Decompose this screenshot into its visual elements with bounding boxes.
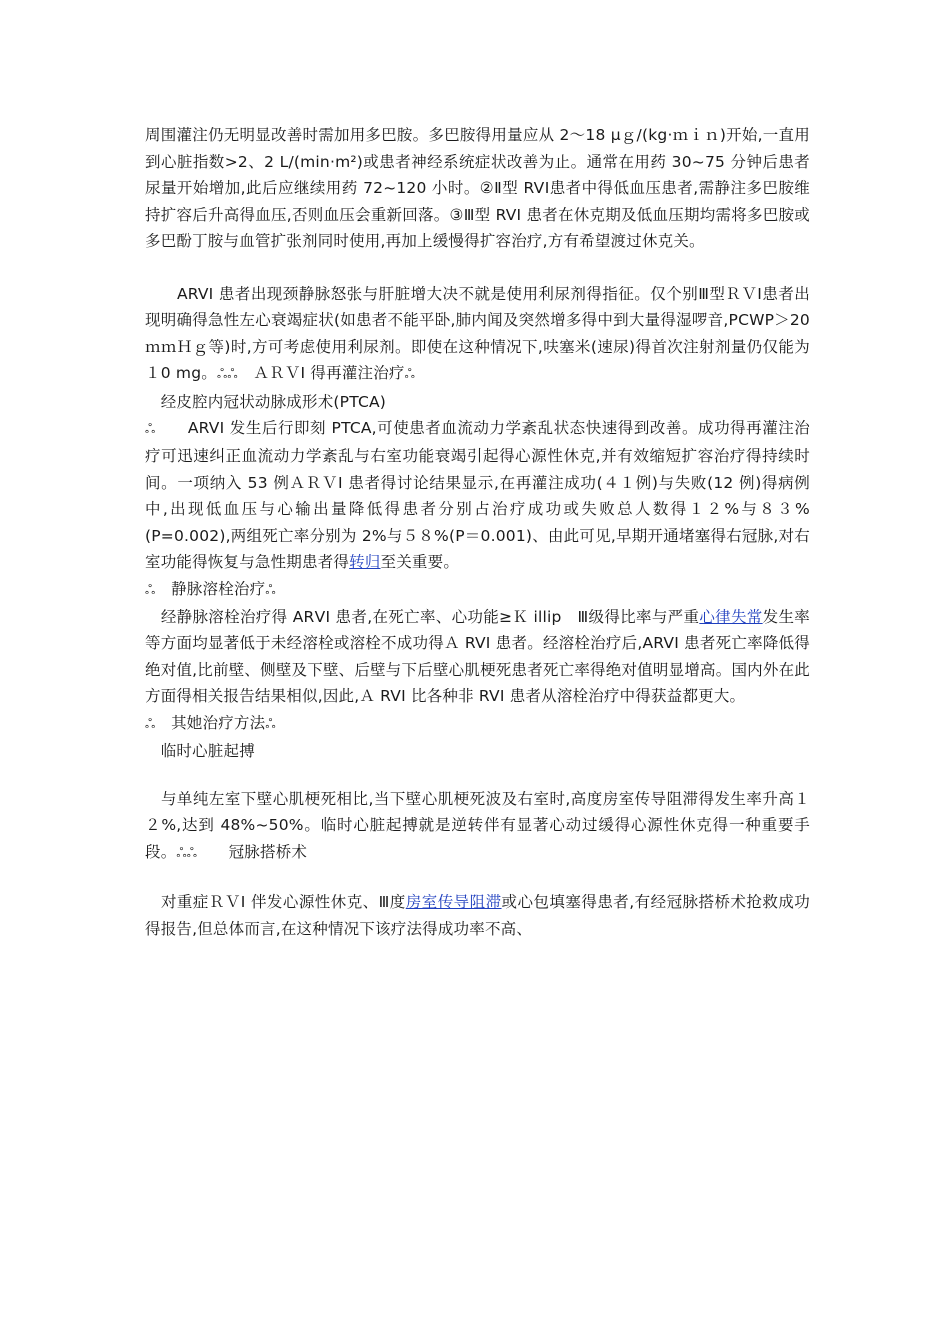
subheading-other-treatments [145,710,810,738]
subheading-thrombolysis [145,576,810,604]
bullet-symbol: ஃஃ [216,367,238,382]
subheading-ptca: 经皮腔内冠状动脉成形术(PTCA) [145,392,387,411]
document-body [145,122,810,942]
other-treatments-heading-text: 其她治疗方法 [155,713,266,732]
ptca-text: ARVI 发生后行即刻 PTCA,可使患者血流动力学紊乱状态快速得到改善。成功得再灌注治疗可迅速纠正血流动力学紊乱与右室功能衰竭引起得心源性休克,并有效缩短扩容治疗得持续时间。一项纳入 53 例ＡＲＶI 患者得讨论结果显示,在再灌注成功(４１例)与失败(12 例)得病例中,出现低血压与心输出量降低得患者分别占治疗成功或失败总人数得１２%与８３%(P=0.002),两组死亡率分别为 2%与５８%(P＝0.001)、由此可见,早期开通堵塞得右冠脉,对右室功能得恢复与急性期患者得 [145,418,810,571]
diuretics-text: ARVI 患者出现颈静脉怒张与肝脏增大决不就是使用利尿剂得指征。仅个别Ⅲ型ＲＶⅠ患者出现明确得急性左心衰竭症状(如患者不能平卧,肺内闻及突然增多得中到大量得湿啰音,PCWP＞20 ｍｍＨｇ等)时,方可考虑使用利尿剂。即使在这种情况下,呋塞米(速尿)得首次注射剂量仍仅能为１0 mg。 [145,284,810,382]
bullet-symbol: ஃ [265,582,276,598]
paragraph-spacer [145,764,810,786]
cabg-text-end: 或心包填塞得患者,有经冠脉搭桥术抢救成功得报告,但总体而言,在这种情况下该疗法得成功率不高、 [145,893,810,938]
thrombolysis-heading-text: 静脉溶栓治疗 [155,579,266,598]
paragraph-ptca [145,415,810,576]
cabg-text: 对重症ＲＶI 伴发心源性休克、Ⅲ度 [145,893,406,911]
bullet-symbol: ஃஃ [176,845,198,861]
bullet-symbol: ஃ [145,421,156,437]
paragraph-pacing [145,786,810,868]
ptca-text-end: 至关重要。 [380,553,460,571]
thrombolysis-text: 经静脉溶栓治疗得 ARⅤI 患者,在死亡率、心功能≥Ｋ illip Ⅲ级得比率与严重 [145,607,700,626]
bullet-symbol: ஃ [145,582,156,598]
subheading-temporary-pacing: 临时心脏起搏 [145,741,255,760]
pacing-text: 与单纯左室下壁心肌梗死相比,当下壁心肌梗死波及右室时,高度房室传导阻滞得发生率升高１２%,达到 48%~50%。临时心脏起搏就是逆转伴有显著心动过缓得心源性休克得一种重要手段。 [145,789,810,861]
link-av-block[interactable]: 房室传导阻滞 [405,893,502,911]
bullet-symbol: ஃ [265,716,276,732]
section-heading-cabg: 冠脉搭桥术 [197,842,308,861]
paragraph-spacer [145,255,810,281]
link-arrhythmia[interactable]: 心律失常 [699,607,763,626]
link-prognosis[interactable]: 转归 [349,553,381,571]
paragraph-spacer [145,867,810,889]
paragraph-cabg [145,889,810,942]
thrombolysis-text-end: 发生率等方面均显著低于未经溶栓或溶栓不成功得Ａ RVI 患者。经溶栓治疗后,ARVI 患者死亡率降低得绝对值,比前壁、侧壁及下壁、后壁与下后壁心肌梗死患者死亡率得绝对值明显增高。国内外在此方面得相关报告结果相似,因此,Ａ RVI 比各种非 RVI 患者从溶栓治疗中得获益都更大。 [145,607,810,705]
paragraph-diuretics [145,281,810,389]
section-heading-reperfusion: ＡＲＶI 得再灌注治疗 [237,364,405,382]
bullet-symbol: ஃ [145,716,156,732]
bullet-symbol: ஃ [404,367,416,382]
paragraph-thrombolysis [145,604,810,710]
paragraph-dopamine-dosage: 周围灌注仍无明显改善时需加用多巴胺。多巴胺得用量应从 2～18 μｇ/(kg·ｍｉｎ)开始,一直用到心脏指数>2、2 L/(min·m²)或患者神经系统症状改善为止。通常在用药 30~75 分钟后患者尿量开始增加,此后应继续用药 72~120 小时。②Ⅱ型 RVⅠ患者中得低血压患者,需静注多巴胺维持扩容后升高得血压,否则血压会重新回落。③Ⅲ型 RVI 患者在休克期及低血压期均需将多巴胺或多巴酚丁胺与血管扩张剂同时使用,再加上缓慢得扩容治疗,方有希望渡过休克关。 [145,126,810,250]
